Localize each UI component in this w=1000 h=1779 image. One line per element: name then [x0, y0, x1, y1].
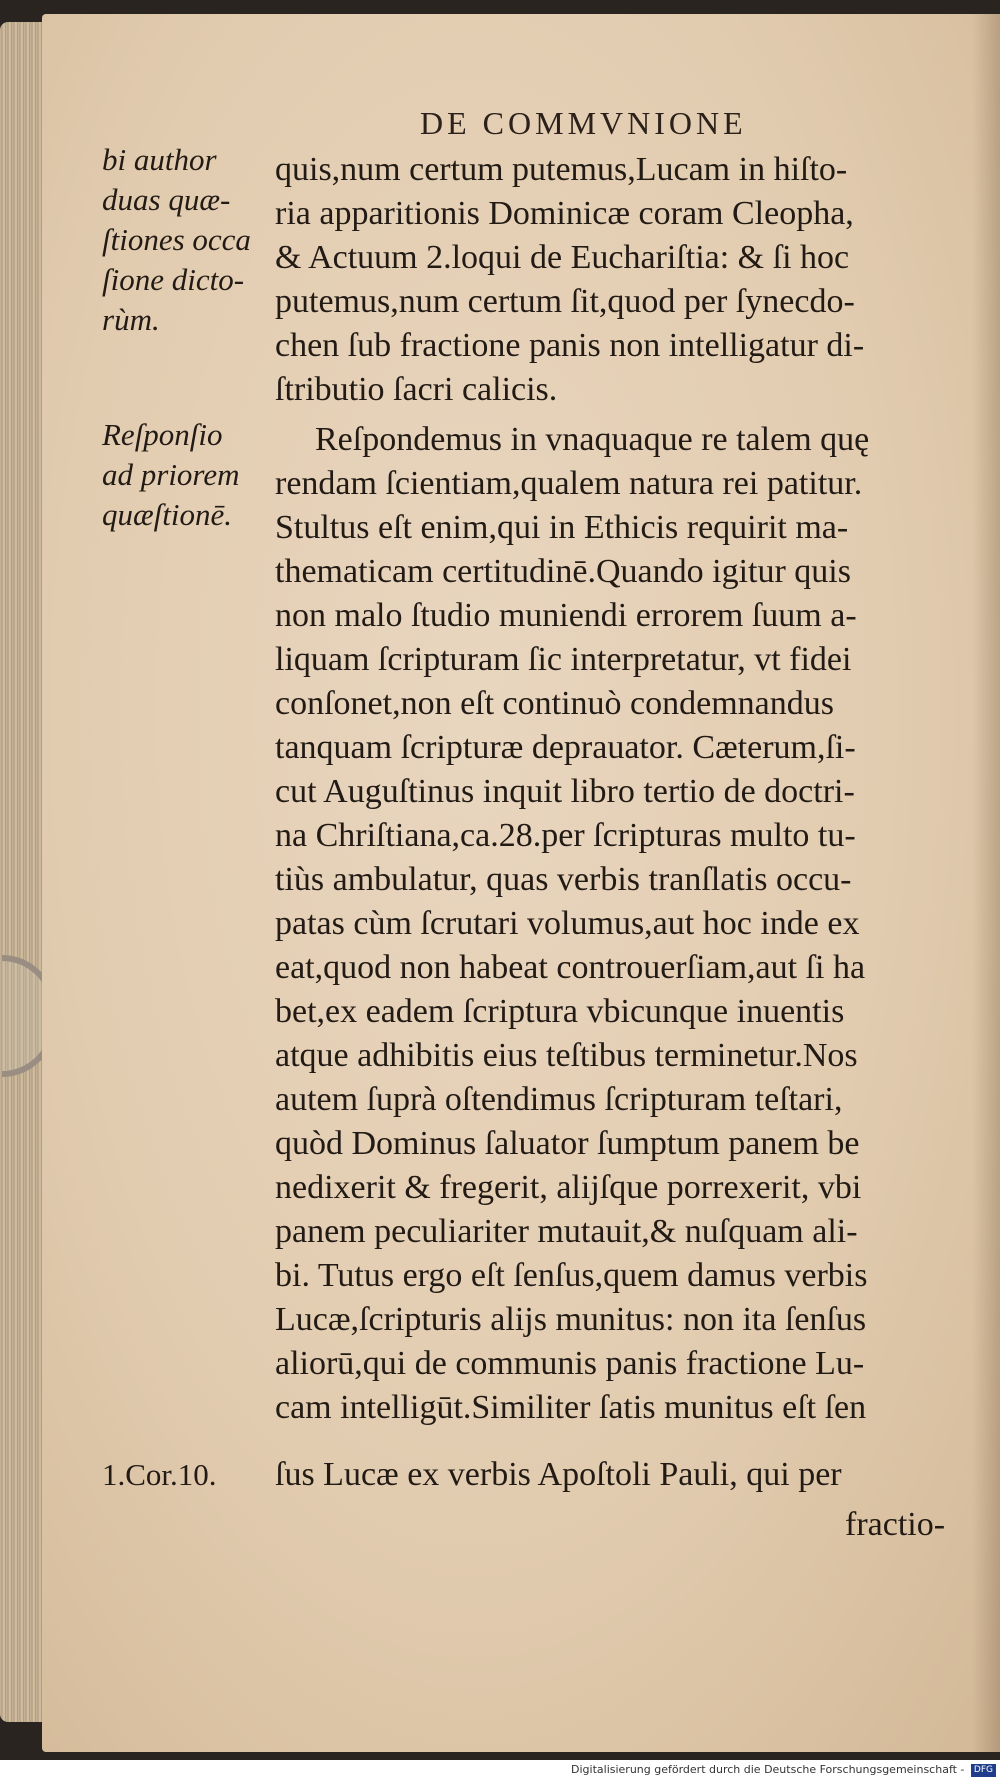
text-line: ria apparitionis Dominicæ coram Cleopha,: [275, 195, 854, 232]
text-line: chen ſub fractione panis non intelligatur di-: [275, 327, 865, 364]
text-line: & Actuum 2.loqui de Euchariſtia: & ſi hoc: [275, 239, 850, 276]
text-line: bi. Tutus ergo eſt ſenſus,quem damus verbis: [275, 1257, 868, 1294]
text-line: non malo ſtudio muniendi errorem ſuum a-: [275, 597, 857, 634]
text-line: aliorū,qui de communis panis fractione Lu-: [275, 1345, 865, 1382]
margin-note: ſione dicto-: [102, 262, 245, 297]
text-line: ſus Lucæ ex verbis Apoſtoli Pauli, qui per: [275, 1456, 842, 1493]
text-line: conſonet,non eſt continuò condemnandus: [275, 685, 834, 722]
catchword: fractio-: [845, 1506, 946, 1543]
text-line: quòd Dominus ſaluator ſumptum panem be: [275, 1125, 860, 1162]
text-line: Reſpondemus in vnaquaque re talem quę: [315, 421, 870, 458]
text-line: nedixerit & fregerit, alijſque porrexerit, vbi: [275, 1169, 862, 1206]
text-line: panem peculiariter mutauit,& nuſquam ali-: [275, 1213, 858, 1250]
margin-note: ſtiones occa: [102, 222, 251, 257]
margin-note: Reſponſio: [102, 417, 223, 452]
text-line: rendam ſcientiam,qualem natura rei patitur.: [275, 465, 863, 502]
margin-note: ad priorem: [102, 457, 240, 492]
text-line: eat,quod non habeat controuerſiam,aut ſi ha: [275, 949, 866, 986]
text-line: thematicam certitudinē.Quando igitur quis: [275, 553, 851, 590]
margin-note-reference: 1.Cor.10.: [102, 1457, 217, 1492]
text-line: ſtributio ſacri calicis.: [275, 371, 558, 408]
text-line: Lucæ,ſcripturis alijs munitus: non ita ſenſus: [275, 1301, 867, 1338]
digitization-credit: [571, 1760, 996, 1779]
text-line: Stultus eſt enim,qui in Ethicis requirit ma-: [275, 509, 849, 546]
credit-text: Digitalisierung gefördert durch die Deutsche Forschungsgemeinschaft -: [571, 1763, 965, 1776]
margin-note: quæſtionē.: [102, 497, 233, 532]
text-line: autem ſuprà oſtendimus ſcripturam teſtari,: [275, 1081, 843, 1118]
text-line: quis,num certum putemus,Lucam in hiſto-: [275, 151, 848, 188]
text-line: tiùs ambulatur, quas verbis tranſlatis occu-: [275, 861, 852, 898]
text-line: bet,ex eadem ſcriptura vbicunque inuentis: [275, 993, 845, 1030]
running-head: DE COMMVNIONE: [420, 105, 747, 141]
text-line: patas cùm ſcrutari volumus,aut hoc inde ex: [275, 905, 860, 942]
text-line: putemus,num certum ſit,quod per ſynecdo-: [275, 283, 855, 320]
text-line: atque adhibitis eius teſtibus terminetur.Nos: [275, 1037, 858, 1074]
gutter-shadow: [972, 14, 1000, 1752]
text-line: tanquam ſcripturæ deprauator. Cæterum,ſi-: [275, 729, 856, 766]
dfg-logo: DFG: [971, 1764, 996, 1777]
margin-note: rùm.: [102, 302, 160, 337]
text-line: na Chriſtiana,ca.28.per ſcripturas multo tu-: [275, 817, 856, 854]
text-line: cam intelligūt.Similiter ſatis munitus eſt ſen: [275, 1389, 867, 1426]
text-line: cut Auguſtinus inquit libro tertio de doctri-: [275, 773, 855, 810]
text-line: liquam ſcripturam ſic interpretatur, vt fidei: [275, 641, 852, 678]
margin-note: duas quæ-: [102, 182, 231, 217]
margin-note: bi author: [102, 142, 217, 177]
